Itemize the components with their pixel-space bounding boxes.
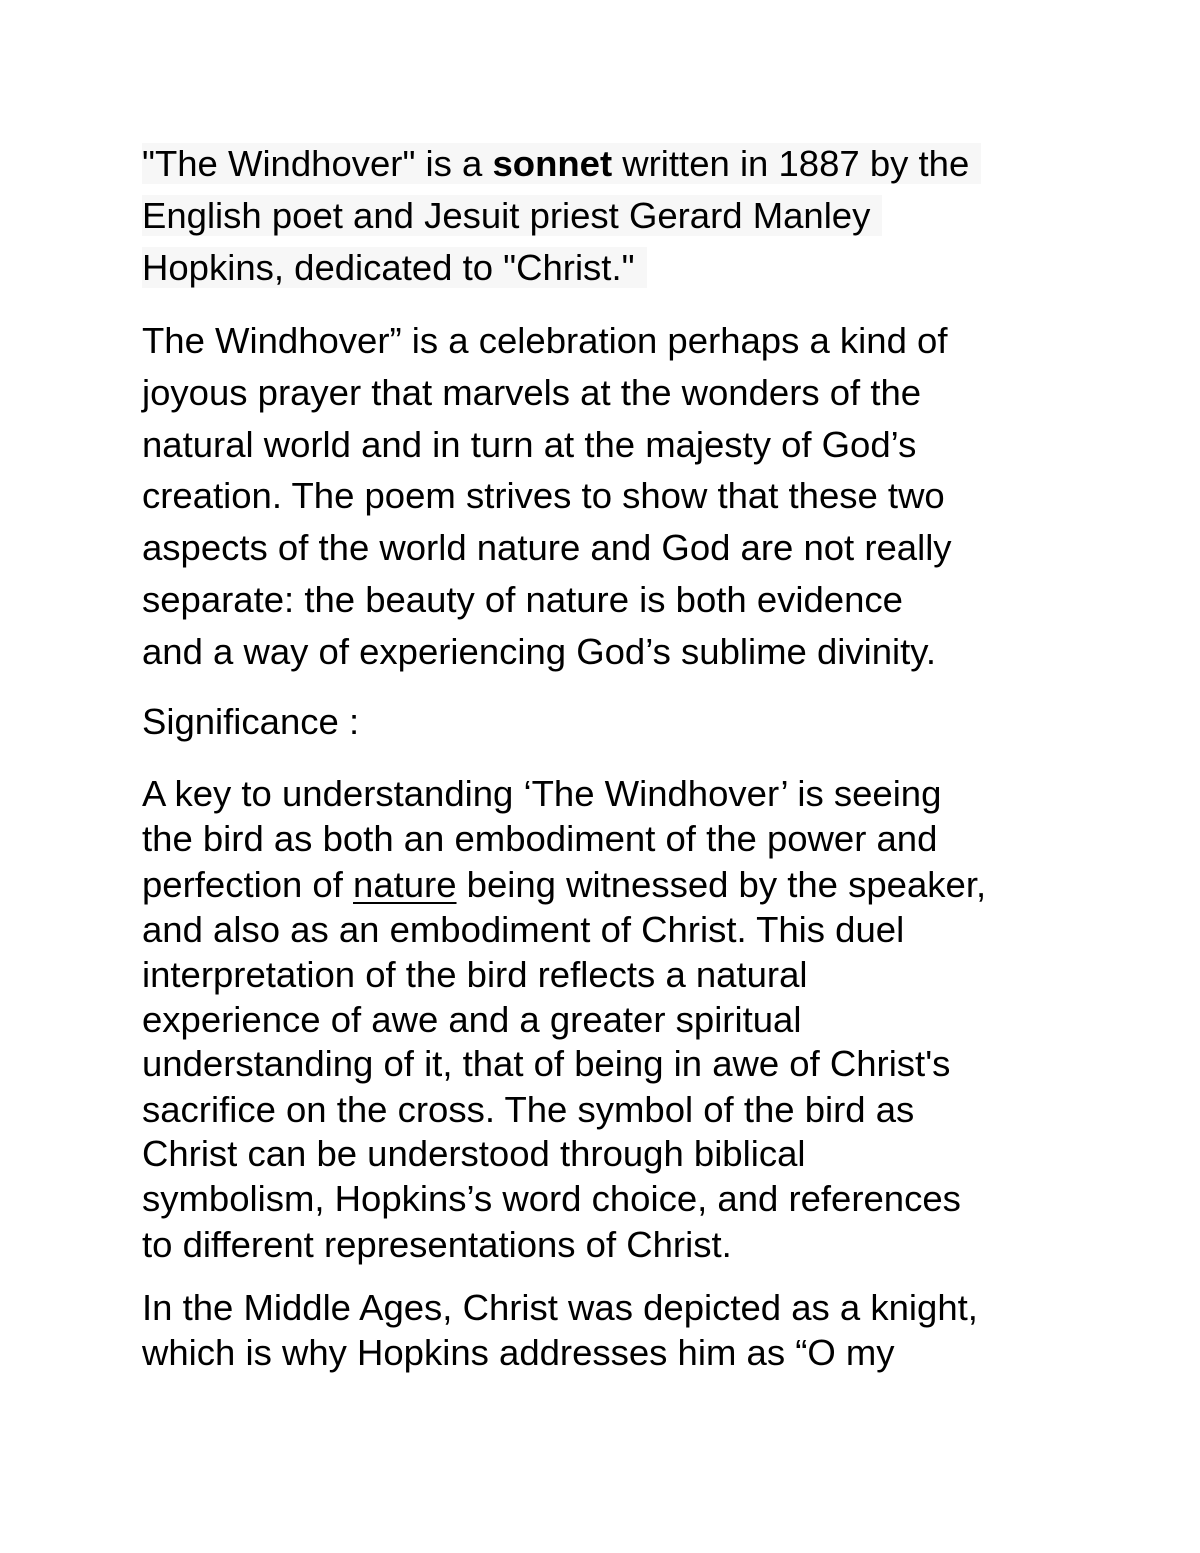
intro-line-3: Hopkins, dedicated to "Christ." xyxy=(142,250,647,287)
key-line: interpretation of the bird reflects a natural xyxy=(142,954,808,995)
celebration-line: joyous prayer that marvels at the wonders of the xyxy=(142,372,922,413)
key-line: symbolism, Hopkins’s word choice, and references xyxy=(142,1178,961,1219)
celebration-line: and a way of experiencing God’s sublime divinity. xyxy=(142,631,936,672)
key-line: the bird as both an embodiment of the power and xyxy=(142,818,938,859)
intro-line-1 xyxy=(142,143,981,184)
celebration-line: separate: the beauty of nature is both evidence xyxy=(142,579,903,620)
celebration-line: The Windhover” is a celebration perhaps a kind of xyxy=(142,320,948,361)
sonnet-term: sonnet xyxy=(492,143,613,184)
nature-link[interactable]: nature xyxy=(353,864,457,905)
intro-text: written in 1887 by the xyxy=(612,143,970,184)
key-line-with-link: perfection of nature being witnessed by the speaker, xyxy=(142,864,987,905)
middle-ages-line: In the Middle Ages, Christ was depicted as a knight, xyxy=(142,1287,978,1328)
celebration-line: natural world and in turn at the majesty of God’s xyxy=(142,424,917,465)
key-line: sacrifice on the cross. The symbol of the bird as xyxy=(142,1089,915,1130)
celebration-line: creation. The poem strives to show that these two xyxy=(142,475,945,516)
key-line: understanding of it, that of being in awe of Christ's xyxy=(142,1043,951,1084)
key-line: Christ can be understood through biblical xyxy=(142,1133,806,1174)
key-line: to different representations of Christ. xyxy=(142,1224,732,1265)
key-line: experience of awe and a greater spiritual xyxy=(142,999,802,1040)
intro-line-2: English poet and Jesuit priest Gerard Manley xyxy=(142,198,882,235)
significance-heading: Significance : xyxy=(142,701,360,742)
celebration-line: aspects of the world nature and God are not really xyxy=(142,527,952,568)
key-line: and also as an embodiment of Christ. This duel xyxy=(142,909,905,950)
key-line: A key to understanding ‘The Windhover’ is seeing xyxy=(142,773,942,814)
middle-ages-line: which is why Hopkins addresses him as “O my xyxy=(142,1332,895,1373)
intro-text: "The Windhover" is a xyxy=(142,143,493,184)
